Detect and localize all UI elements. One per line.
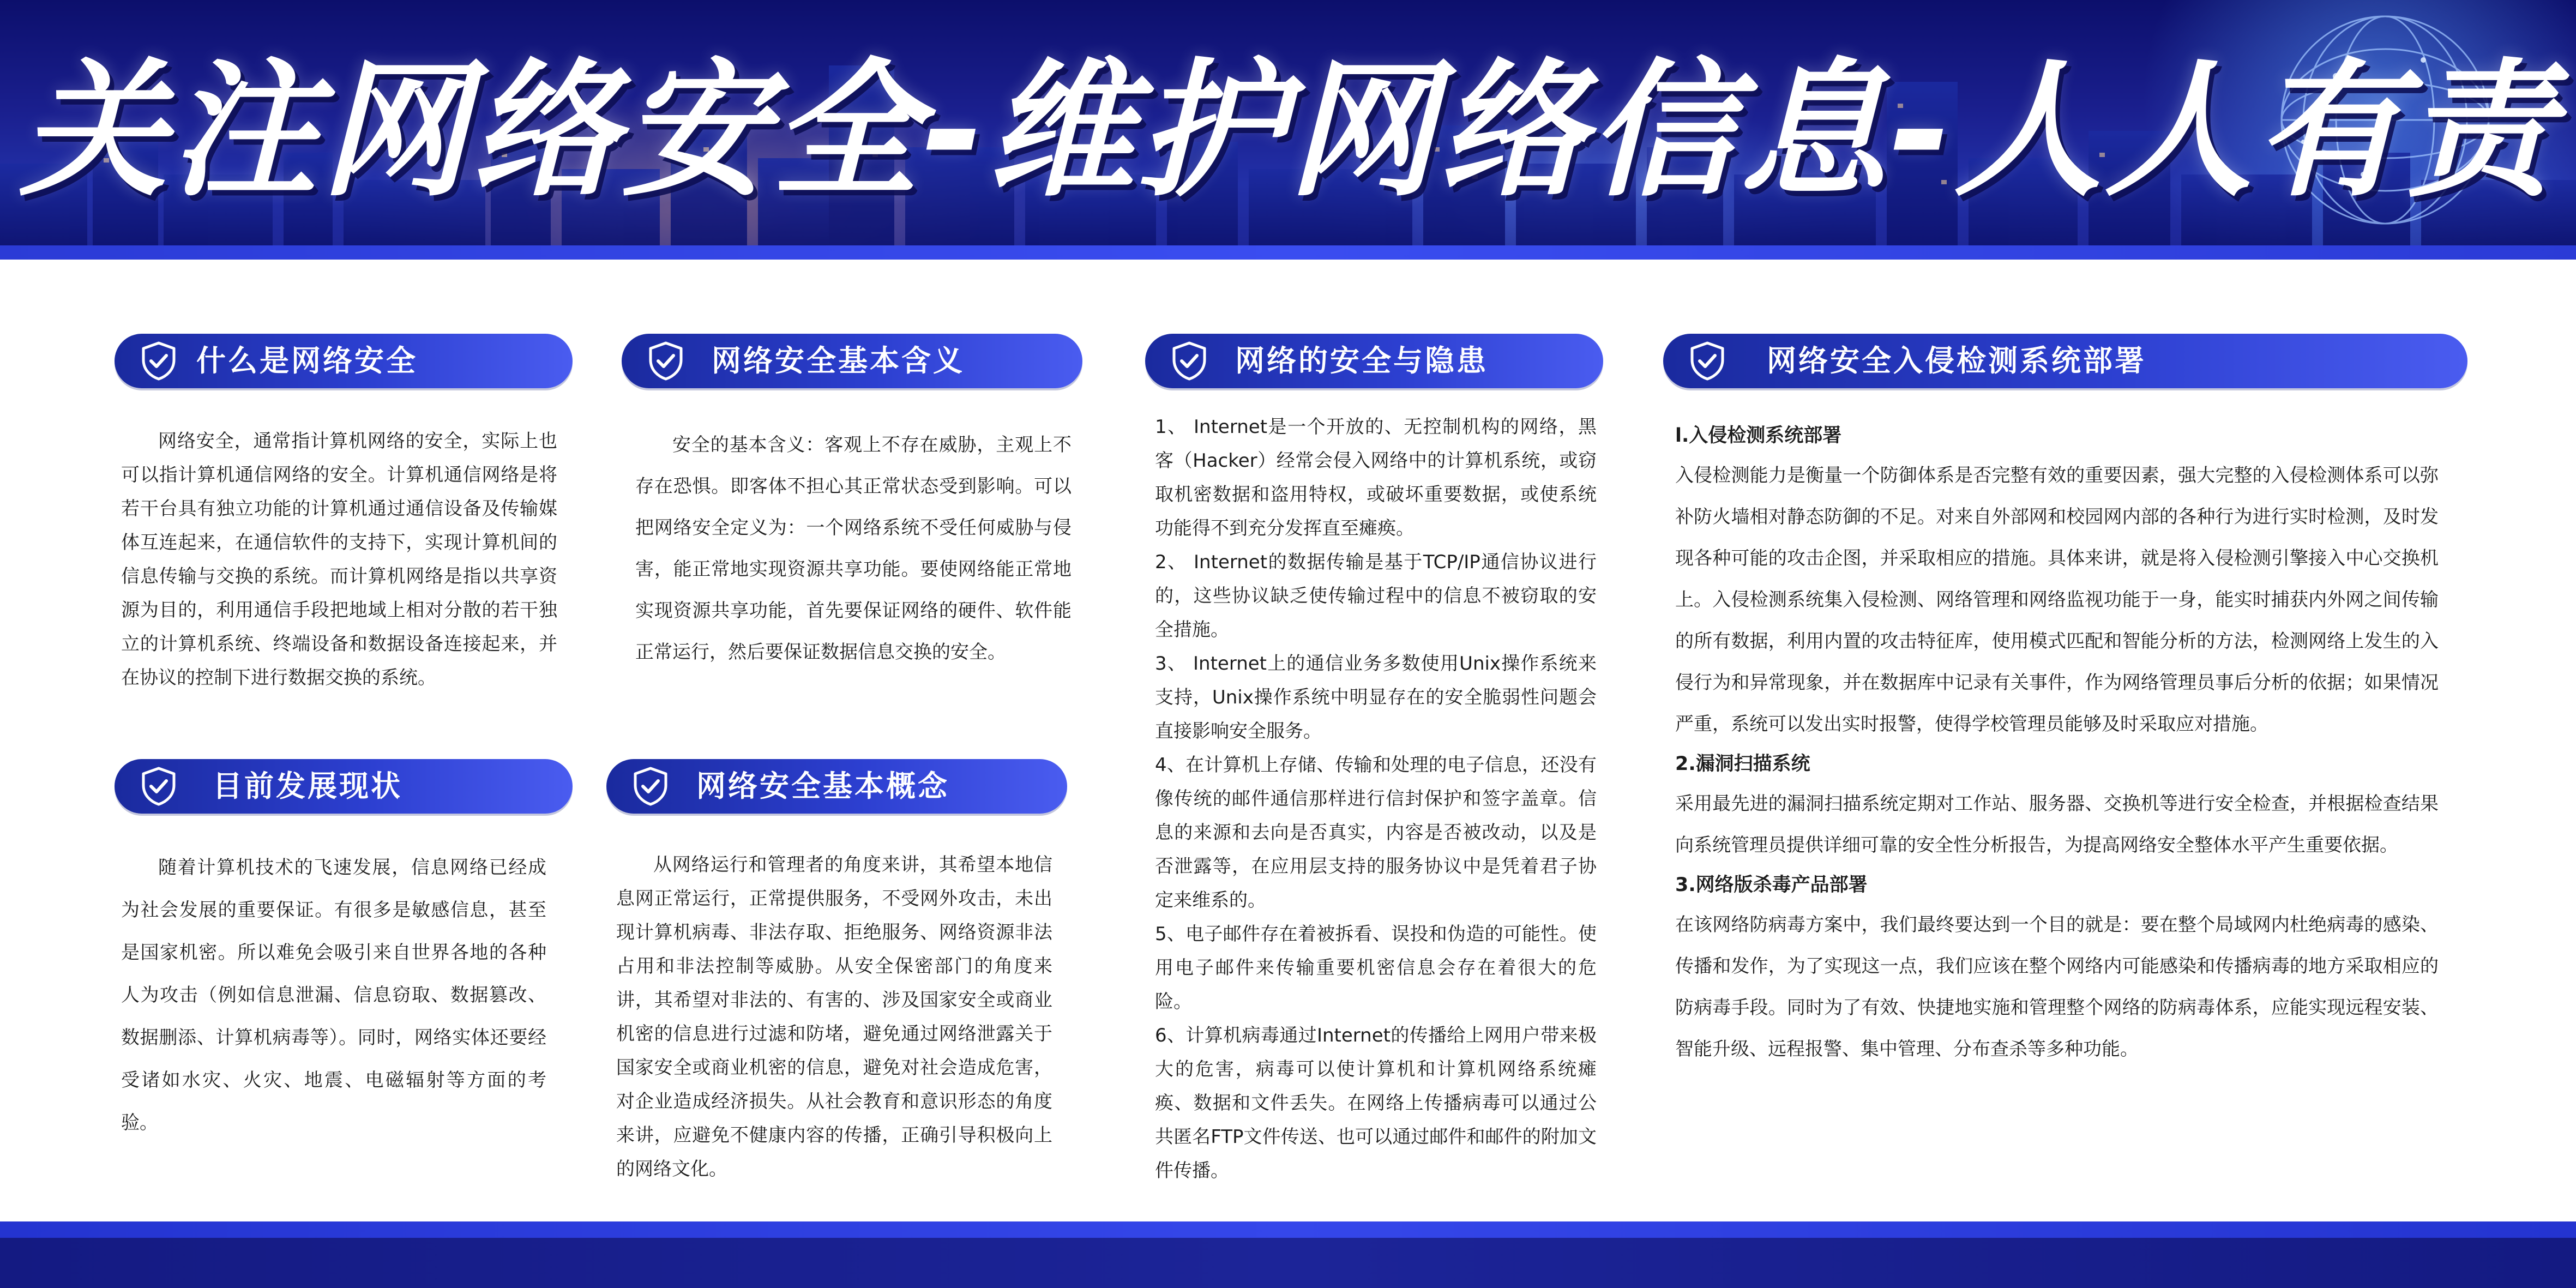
list-item: 1、 Internet是一个开放的、无控制机构的网络，黑客（Hacker）经常会侵入网络中的计算机系统，或窃取机密数据和盗用特权，或破坏重要数据，或使系统功能得不到充分发挥直至瘫痪。 bbox=[1155, 416, 1597, 539]
subsection-body: 入侵检测能力是衡量一个防御体系是否完整有效的重要因素，强大完整的入侵检测体系可以弥补防火墙相对静态防御的不足。对来自外部网和校园网内部的各种行为进行实时检测，及时发现各种可能的攻击企图，并采取相应的措施。具体来讲，就是将入侵检测引擎接入中心交换机上。入侵检测系统集入侵检测、网络管理和网络监视功能于一身，能实时捕获内外网之间传输的所有数据，利用内置的攻击特征库，使用模式匹配和智能分析的方法，检测网络上发生的入侵行为和异常现象，并在数据库中记录有关事件，作为网络管理员事后分析的依据；如果情况严重，系统可以发出实时报警，使得学校管理员能够及时采取应对措施。 bbox=[1675, 465, 2439, 735]
section-body-meaning: 安全的基本含义：客观上不存在威胁，主观上不存在恐惧。即客体不担心其正常状态受到影响。可以把网络安全定义为：一个网络系统不受任何威胁与侵害，能正常地实现资源共享功能。要使网络能正常地实现资源共享功能，首先要保证网络的硬件、软件能正常运行，然后要保证数据信息交换的安全。 bbox=[635, 434, 1072, 663]
section-title: 网络安全基本含义 bbox=[712, 344, 965, 378]
section-title: 网络的安全与隐患 bbox=[1235, 344, 1488, 378]
list-item: 3、 Internet上的通信业务多数使用Unix操作系统来支持，Unix操作系统中明显存在的安全脆弱性问题会直接影响安全服务。 bbox=[1155, 653, 1597, 742]
shield-check-icon bbox=[141, 767, 177, 806]
shield-check-icon bbox=[1689, 341, 1725, 381]
section-title: 网络安全入侵检测系统部署 bbox=[1767, 344, 2146, 378]
subsection-heading: 3.网络版杀毒产品部署 bbox=[1675, 874, 1868, 896]
list-item: 4、在计算机上存储、传输和处理的电子信息，还没有像传统的邮件通信那样进行信封保护和签字盖章。信息的来源和去向是否真实，内容是否被改动，以及是否泄露等，在应用层支持的服务协议中是凭着君子协定来维系的。 bbox=[1155, 754, 1597, 911]
list-item: 2、 Internet的数据传输是基于TCP/IP通信协议进行的，这些协议缺乏使传输过程中的信息不被窃取的安全措施。 bbox=[1155, 551, 1597, 641]
footer-band bbox=[0, 1238, 2576, 1288]
header-banner bbox=[0, 0, 2576, 245]
section-header-risks bbox=[1145, 334, 1603, 388]
section-body-risks bbox=[1155, 410, 1597, 1188]
section-header-concept bbox=[606, 759, 1067, 814]
subsection-heading: 2.漏洞扫描系统 bbox=[1675, 753, 1810, 775]
section-body-concept: 从网络运行和管理者的角度来讲，其希望本地信息网正常运行，正常提供服务，不受网外攻击，未出现计算机病毒、非法存取、拒绝服务、网络资源非法占用和非法控制等威胁。从安全保密部门的角度来讲，其希望对非法的、有害的、涉及国家安全或商业机密的信息进行过滤和防堵，避免通过网络泄露关于国家安全或商业机密的信息，避免对社会造成危害，对企业造成经济损失。从社会教育和意识形态的角度来讲，应避免不健康内容的传播，正确引导积极向上的网络文化。 bbox=[616, 854, 1052, 1180]
banner-title: 关注网络安全-维护网络信息-人人有责 bbox=[19, 45, 2557, 216]
list-item: 6、计算机病毒通过Internet的传播给上网用户带来极大的危害，病毒可以使计算机和计算机网络系统瘫痪、数据和文件丢失。在网络上传播病毒可以通过公共匿名FTP文件传送、也可以通过邮件和邮件的附加文件传播。 bbox=[1155, 1025, 1597, 1182]
footer-divider bbox=[0, 1221, 2576, 1238]
subsection-body: 采用最先进的漏洞扫描系统定期对工作站、服务器、交换机等进行安全检查，并根据检查结果向系统管理员提供详细可靠的安全性分析报告，为提高网络安全整体水平产生重要依据。 bbox=[1675, 793, 2439, 856]
section-body-ids bbox=[1675, 417, 2439, 1070]
subsection-body: 在该网络防病毒方案中，我们最终要达到一个目的就是：要在整个局域网内杜绝病毒的感染、传播和发作，为了实现这一点，我们应该在整个网络内可能感染和传播病毒的地方采取相应的防病毒手段。同时为了有效、快捷地实施和管理整个网络的防病毒体系，应能实现远程安装、智能升级、远程报警、集中管理、分布查杀等多种功能。 bbox=[1675, 914, 2439, 1060]
section-body-status: 随着计算机技术的飞速发展，信息网络已经成为社会发展的重要保证。有很多是敏感信息，甚至是国家机密。所以难免会吸引来自世界各地的各种人为攻击（例如信息泄漏、信息窃取、数据篡改、数据删添、计算机病毒等）。同时，网络实体还要经受诸如水灾、火灾、地震、电磁辐射等方面的考验。 bbox=[121, 857, 546, 1134]
section-header-status bbox=[115, 759, 573, 814]
section-header-ids bbox=[1663, 334, 2467, 388]
banner-divider bbox=[0, 245, 2576, 260]
shield-check-icon bbox=[141, 341, 177, 381]
shield-check-icon bbox=[648, 341, 684, 381]
subsection-heading: l.入侵检测系统部署 bbox=[1675, 425, 1842, 447]
section-title: 什么是网络安全 bbox=[196, 344, 418, 378]
list-item: 5、电子邮件存在着被拆看、误投和伪造的可能性。使用电子邮件来传输重要机密信息会存在着很大的危险。 bbox=[1155, 923, 1597, 1013]
section-header-meaning bbox=[622, 334, 1082, 388]
section-title: 目前发展现状 bbox=[213, 769, 402, 803]
section-title: 网络安全基本概念 bbox=[696, 769, 949, 803]
shield-check-icon bbox=[1171, 341, 1207, 381]
shield-check-icon bbox=[633, 767, 669, 806]
section-header-what-is bbox=[115, 334, 573, 388]
section-body-what-is: 网络安全，通常指计算机网络的安全，实际上也可以指计算机通信网络的安全。计算机通信网络是将若干台具有独立功能的计算机通过通信设备及传输媒体互连起来，在通信软件的支持下，实现计算机间的信息传输与交换的系统。而计算机网络是指以共享资源为目的，利用通信手段把地域上相对分散的若干独立的计算机系统、终端设备和数据设备连接起来，并在协议的控制下进行数据交换的系统。 bbox=[121, 430, 557, 689]
